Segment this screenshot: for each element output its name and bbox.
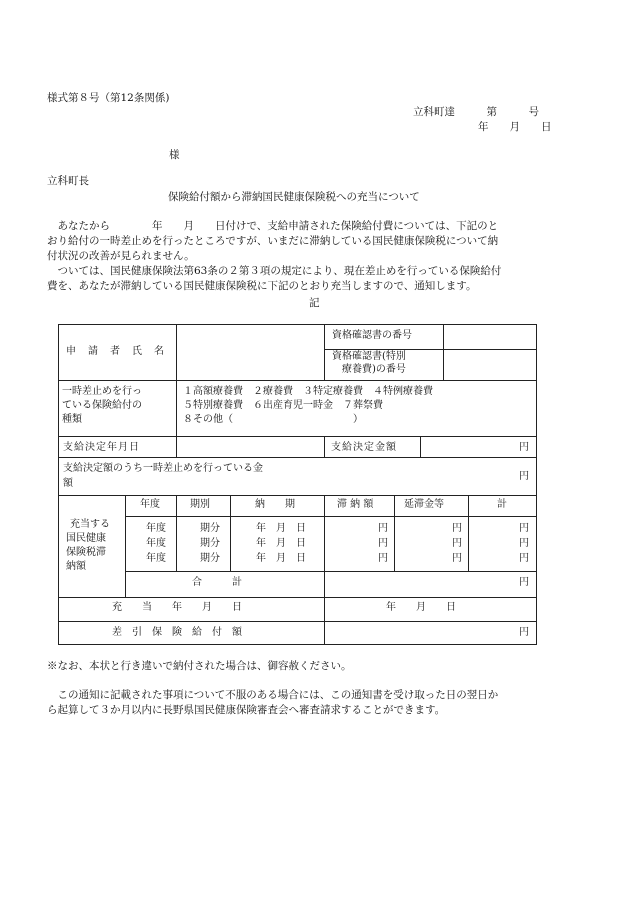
document-title: 保険給付額から滞納国民健康保険税への充当について [168,191,420,203]
benefit-types-line-1: １高額療養費 ２療養費 ３特定療養費 ４特例療養費 [183,386,433,397]
suspended-type-label-line-3: 種類 [62,414,82,425]
allocated-tax-label-line-1: 充当する [70,519,110,530]
sender: 立科町長 [47,175,89,187]
row-2-late-fee-yen: 円 [452,538,462,549]
benefit-types-line-3: ８その他（ ） [183,414,363,425]
row-1-date: 年 月 日 [256,523,306,534]
row-3-late-fee-yen: 円 [452,553,462,564]
allocated-tax-label-line-4: 納額 [66,561,86,572]
recipient-suffix: 様 [169,149,180,161]
body-paragraph-2-line-1: ついては、国民健康保険法第63条の２第３項の規定により、現在差止めを行っている保険給付 [47,265,502,277]
row-3-total-yen: 円 [519,553,529,564]
appeal-line-1: この通知に記載された事項について不服のある場合には、この通知書を受け取った日の翌日か [47,689,499,701]
footer-note: ※なお、本状と行き違いで納付された場合は、御容赦ください。 [47,660,352,672]
allocated-tax-label-line-3: 保険税滞 [66,547,106,558]
decision-date-label: 支給決定年月日 [63,442,140,453]
suspended-amount-label-line-2: 額 [63,478,73,489]
sum-yen: 円 [519,577,529,588]
suspended-amount-yen: 円 [519,471,529,482]
suspended-amount-label-line-1: 支給決定額のうち一時差止めを行っている金 [63,463,263,474]
allocated-tax-label-line-2: 国民健康 [66,533,106,544]
col-year-header: 年度 [140,499,160,510]
special-qualification-label-line-2: 療養費)の番号 [342,364,406,375]
row-2-total-yen: 円 [519,538,529,549]
row-1-total-yen: 円 [519,523,529,534]
allocation-table [58,324,537,645]
body-paragraph-2-line-2: 費を、あなたが滞納している国民健康保険税に下記のとおり充当しますので、通知します。 [47,280,477,292]
col-due-header: 納 期 [255,499,295,510]
ki-heading: 記 [309,297,320,309]
row-2-date: 年 月 日 [256,538,306,549]
document-number: 立科町達 第 号 [413,106,539,118]
body-paragraph-1-line-3: 付状況の改善が見られません。 [47,250,195,262]
col-period-header: 期別 [190,499,210,510]
row-3-date: 年 月 日 [256,553,306,564]
benefit-types-line-2: ５特別療養費 ６出産育児一時金 ７葬祭費 [183,400,383,411]
suspended-type-label-line-1: 一時差止めを行っ [62,386,142,397]
col-arrears-header: 滞 納 額 [337,499,374,510]
decision-amount-label: 支給決定金額 [331,442,397,453]
net-benefit-yen: 円 [519,627,529,638]
body-paragraph-1-line-1: あなたから 年 月 日付けで、支給申請された保険給付費については、下記のと [47,220,499,232]
qualification-number-label: 資格確認書の番号 [332,330,412,341]
row-3-arrears-yen: 円 [378,553,388,564]
net-benefit-label: 差 引 保 険 給 付 額 [112,627,242,638]
row-3-period: 期分 [200,553,220,564]
row-1-late-fee-yen: 円 [452,523,462,534]
allocation-date-label: 充 当 年 月 日 [112,602,242,613]
row-2-arrears-yen: 円 [378,538,388,549]
form-number: 様式第８号（第12条関係) [47,92,170,104]
row-1-arrears-yen: 円 [378,523,388,534]
row-1-period: 期分 [200,523,220,534]
sum-label: 合 計 [192,577,242,588]
row-1-year: 年度 [146,523,166,534]
col-total-header: 計 [497,499,507,510]
decision-amount-yen: 円 [519,442,529,453]
allocation-date-value: 年 月 日 [386,602,456,613]
body-paragraph-1-line-2: おり給付の一時差止めを行ったところですが、いまだに滞納している国民健康保険税について納 [47,235,499,247]
appeal-line-2: ら起算して３か月以内に長野県国民健康保険審査会へ審査請求することができます。 [47,704,446,716]
row-2-period: 期分 [200,538,220,549]
issue-date: 年 月 日 [478,121,552,133]
special-qualification-label-line-1: 資格確認書(特別 [332,351,406,362]
suspended-type-label-line-2: ている保険給付の [62,400,142,411]
row-3-year: 年度 [146,553,166,564]
col-late-fee-header: 延滞金等 [404,499,444,510]
applicant-name-label: 申 請 者 氏 名 [66,346,165,357]
row-2-year: 年度 [146,538,166,549]
